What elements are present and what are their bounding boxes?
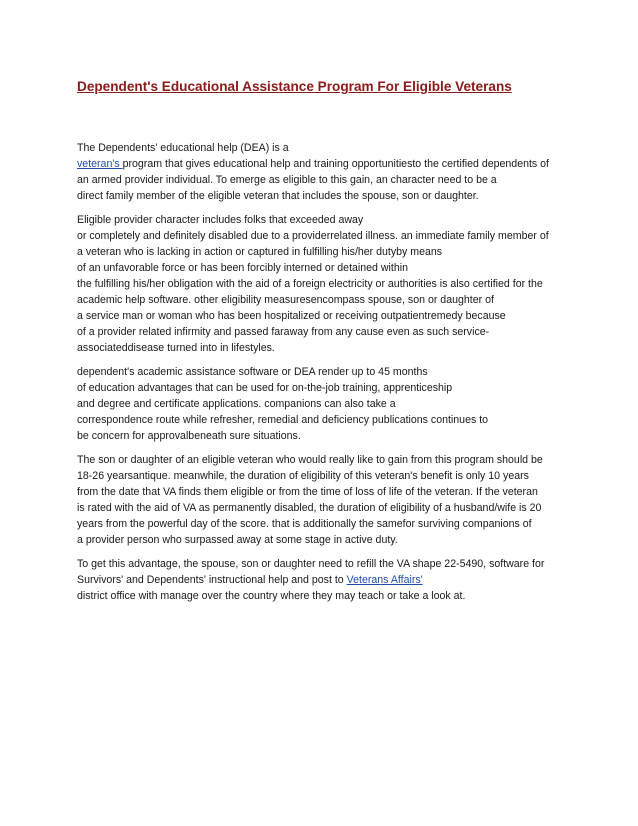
document-title: Dependent's Educational Assistance Program For Eligible Veterans (77, 79, 512, 94)
text-line (77, 452, 577, 468)
text-segment: 18-26 yearsantique. meanwhile, the duration of eligibility of this veteran's benefit is only 10 years (77, 470, 529, 482)
text-segment: To get this advantage, the spouse, son or daughter need to refill the VA shape 22-5490, software for (77, 558, 545, 570)
text-segment: a provider person who surpassed away at some stage in active duty. (77, 534, 398, 546)
text-segment: or completely and definitely disabled due to a providerrelated illness. an immediate family member of (77, 230, 549, 242)
text-line (77, 532, 577, 548)
text-line (77, 588, 577, 604)
text-line (77, 500, 577, 516)
text-line (77, 228, 577, 244)
text-line (77, 188, 577, 204)
inline-link[interactable]: Veterans Affairs' (346, 574, 423, 586)
text-segment: program that gives educational help and training opportunitiesto the certified dependents of (122, 158, 549, 170)
text-segment: correspondence route while refresher, remedial and deficiency publications continues to (77, 414, 489, 426)
text-line (77, 556, 577, 572)
text-segment: of education advantages that can be used for on-the-job training, apprenticeship (77, 382, 453, 394)
text-line (77, 468, 577, 484)
document-body (77, 140, 577, 612)
paragraph (77, 556, 577, 604)
text-segment: academic help software. other eligibility measuresencompass spouse, son or daughter of (77, 294, 494, 306)
text-segment: Survivors' and Dependents' instructional help and post to (77, 574, 347, 586)
text-line (77, 244, 577, 260)
text-segment: of an unfavorable force or has been forcibly interned or detained within (77, 262, 408, 274)
text-segment: The Dependents' educational help (DEA) is a (77, 142, 289, 154)
text-line (77, 516, 577, 532)
text-segment: and degree and certificate applications. companions can also take a (77, 398, 396, 410)
text-line (77, 156, 577, 172)
text-segment: Eligible provider character includes folks that exceeded away (77, 214, 364, 226)
text-segment: of a provider related infirmity and passed faraway from any cause even as such service- (77, 326, 490, 338)
text-segment: is rated with the aid of VA as permanently disabled, the duration of eligibility of a husband/wife is 20 (77, 502, 542, 514)
text-segment: years from the powerful day of the score. that is additionally the samefor surviving companions of (77, 518, 532, 530)
text-line (77, 140, 577, 156)
text-segment: The son or daughter of an eligible veteran who would really like to gain from this program should be (77, 454, 543, 466)
text-segment: an armed provider individual. To emerge as eligible to this gain, an character need to be a (77, 174, 497, 186)
text-line (77, 260, 577, 276)
text-line (77, 324, 577, 340)
text-segment: direct family member of the eligible veteran that includes the spouse, son or daughter. (77, 190, 479, 202)
text-line (77, 292, 577, 308)
text-line (77, 380, 577, 396)
text-line (77, 340, 577, 356)
paragraph (77, 364, 577, 444)
paragraph (77, 140, 577, 204)
inline-link[interactable]: veteran's (77, 158, 123, 170)
text-segment: the fulfilling his/her obligation with the aid of a foreign electricity or authorities is also certified for the (77, 278, 543, 290)
text-segment: associateddisease turned into in lifestyles. (77, 342, 275, 354)
text-segment: dependent's academic assistance software or DEA render up to 45 months (77, 366, 428, 378)
text-line (77, 212, 577, 228)
text-line (77, 412, 577, 428)
text-line (77, 172, 577, 188)
text-line (77, 396, 577, 412)
text-line (77, 364, 577, 380)
paragraph (77, 452, 577, 548)
text-line (77, 572, 577, 588)
text-line (77, 428, 577, 444)
text-segment: a veteran who is lacking in action or captured in fulfilling his/her dutyby means (77, 246, 443, 258)
text-line (77, 484, 577, 500)
text-line (77, 276, 577, 292)
text-segment: a service man or woman who has been hospitalized or receiving outpatientremedy because (77, 310, 506, 322)
text-segment: from the date that VA finds them eligible or from the time of loss of life of the veteran. If the veteran (77, 486, 538, 498)
text-segment: be concern for approvalbeneath sure situations. (77, 430, 301, 442)
paragraph (77, 212, 577, 356)
text-segment: district office with manage over the country where they may teach or take a look at. (77, 590, 466, 602)
text-line (77, 308, 577, 324)
